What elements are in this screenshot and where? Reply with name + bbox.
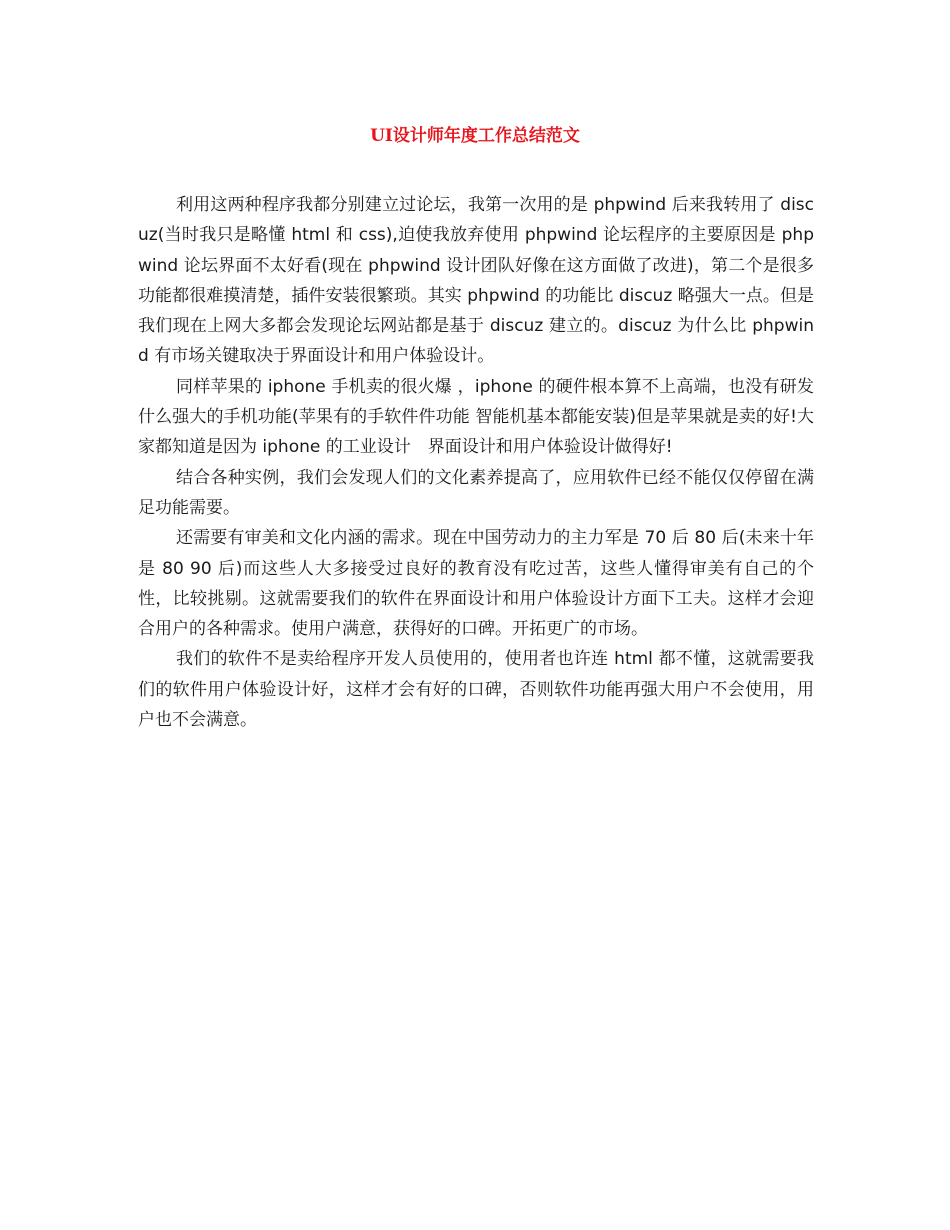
document-body [138, 190, 814, 735]
paragraph-4: 还需要有审美和文化内涵的需求。现在中国劳动力的主力军是 70 后 80 后(未来十年是 80 90 后)而这些人大多接受过良好的教育没有吃过苦，这些人懂得审美有自己的个性，比较挑剔。这就需要我们的软件在界面设计和用户体验设计方面下工夫。这样才会迎合用户的各种需求。使用户满意，获得好的口碑。开拓更广的市场。 [138, 528, 814, 640]
paragraph-2: 同样苹果的 iphone 手机卖的很火爆 ，iphone 的硬件根本算不上高端，也没有研发什么强大的手机功能(苹果有的手软件件功能 智能机基本都能安装)但是苹果就是卖的好!大家都知道是因为 iphone 的工业设计 界面设计和用户体验设计做得好! [138, 376, 814, 458]
document-title: UI设计师年度工作总结范文 [370, 126, 580, 146]
paragraph-1: 利用这两种程序我都分别建立过论坛，我第一次用的是 phpwind 后来我转用了 discuz(当时我只是略懂 html 和 css),迫使我放弃使用 phpwind 论坛程序的主要原因是 phpwind 论坛界面不太好看(现在 phpwind 设计团队好像在这方面做了改进)，第二个是很多功能都很难摸清楚，插件安装很繁琐。其实 phpwind 的功能比 discuz 略强大一点。但是我们现在上网大多都会发现论坛网站都是基于 discuz 建立的。discuz 为什么比 phpwind 有市场关键取决于界面设计和用户体验设计。 [138, 195, 814, 367]
paragraph-5: 我们的软件不是卖给程序开发人员使用的，使用者也许连 html 都不懂，这就需要我们的软件用户体验设计好，这样才会有好的口碑，否则软件功能再强大用户不会使用，用户也不会满意。 [138, 649, 814, 731]
paragraph-3: 结合各种实例，我们会发现人们的文化素养提高了，应用软件已经不能仅仅停留在满足功能需要。 [138, 467, 814, 518]
